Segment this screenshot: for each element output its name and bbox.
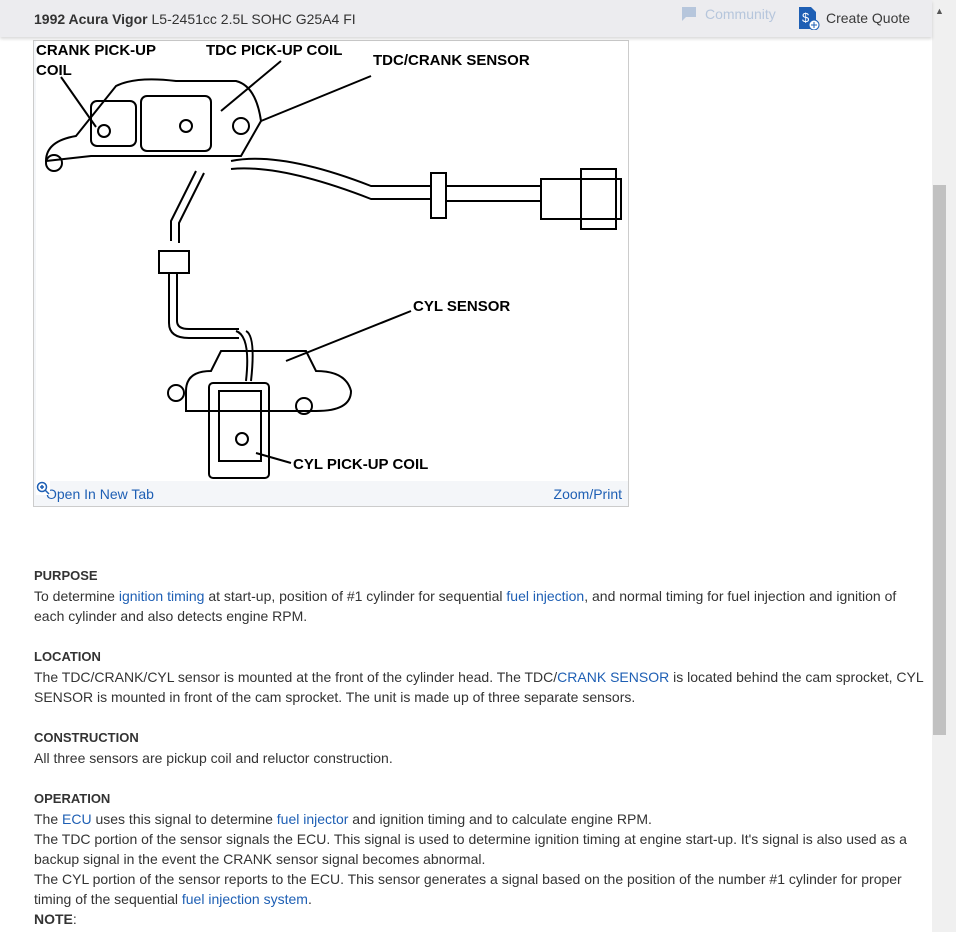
open-new-tab-link[interactable]: Open In New Tab [46,486,154,502]
community-button[interactable]: Community [681,6,776,22]
ignition-timing-link[interactable]: ignition timing [118,588,205,604]
article-content [34,566,924,929]
vehicle-header [0,0,932,37]
construction-heading: CONSTRUCTION [34,730,139,745]
svg-text:TDC PICK-UP COIL: TDC PICK-UP COIL [206,42,343,59]
location-text: The TDC/CRANK/CYL sensor is mounted at the front of the cylinder head. The TDC/CRANK SENSOR is located behind the cam sprocket, CYL SENSOR is mounted in front of the cam sprocket. The unit is made up of three separate sensors. [34,669,924,705]
sensor-diagram [36,41,628,481]
purpose-text: To determine ignition timing at start-up, position of #1 cylinder for sequential fuel injection, and normal timing for fuel injection and ignition of each cylinder and also detects engine RPM. [34,588,897,624]
svg-text:COIL: COIL [36,62,72,79]
zoom-in-icon [36,481,50,495]
location-heading: LOCATION [34,649,101,664]
svg-text:CYL PICK-UP COIL: CYL PICK-UP COIL [293,456,429,473]
ecu-link[interactable]: ECU [62,811,92,827]
scroll-up-arrow-icon[interactable]: ▲ [935,6,944,16]
crank-sensor-link[interactable]: CRANK SENSOR [557,669,670,685]
svg-text:TDC/CRANK SENSOR: TDC/CRANK SENSOR [373,52,530,69]
operation-text-1: The ECU uses this signal to determine fuel injector and ignition timing and to calculate engine RPM. [34,811,652,827]
operation-heading: OPERATION [34,791,111,806]
operation-text-3: The CYL portion of the sensor reports to the ECU. This sensor generates a signal based on the position of the number #1 cylinder for proper timing of the sequential fuel injection system. [34,871,902,907]
vertical-scrollbar[interactable] [932,0,956,932]
note-label: NOTE: [34,911,77,927]
fuel-injection-system-link[interactable]: fuel injection system [181,891,308,907]
scrollbar-thumb[interactable] [933,185,946,735]
fuel-injector-link[interactable]: fuel injector [276,811,349,827]
purpose-heading: PURPOSE [34,568,98,583]
chat-icon [681,6,699,22]
vehicle-title: 1992 Acura Vigor L5-2451cc 2.5L SOHC G25A4 FI [34,10,356,27]
fuel-injection-link[interactable]: fuel injection [506,588,585,604]
svg-text:$: $ [802,10,810,25]
construction-text: All three sensors are pickup coil and reluctor construction. [34,750,393,766]
figure-toolbar [34,481,628,507]
sensor-diagram-figure [33,40,629,507]
create-quote-button[interactable]: $ Create Quote [798,6,910,30]
svg-text:CRANK PICK-UP: CRANK PICK-UP [36,42,156,59]
operation-text-2: The TDC portion of the sensor signals the ECU. This signal is used to determine ignition timing at engine start-up. It's signal is also used as a backup signal in the event the CRANK sensor signal becomes abnormal. [34,831,907,867]
svg-text:CYL SENSOR: CYL SENSOR [413,298,511,315]
quote-dollar-icon [798,6,820,30]
zoom-print-link[interactable]: Zoom/Print [554,486,622,502]
